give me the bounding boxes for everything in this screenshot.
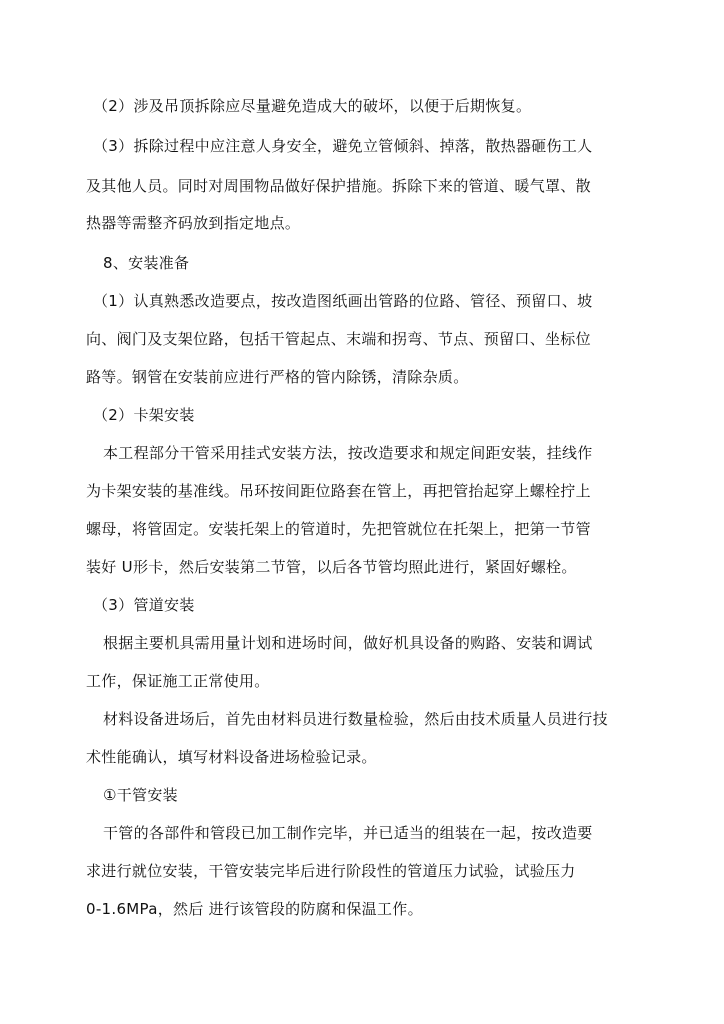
text-line: 干管的各部件和管段已加工制作完毕，并已适当的组装在一起，按改造要 <box>103 824 593 842</box>
text-line: 术性能确认，填写材料设备进场检验记录。 <box>86 748 377 766</box>
text-line: （3）拆除过程中应注意人身安全，避免立管倾斜、掉落，散热器砸伤工人 <box>93 137 593 155</box>
text-line: 0-1.6MPa，然后 进行该管段的防腐和保温工作。 <box>86 900 423 918</box>
text-line: 为卡架安装的基准线。吊环按间距位路套在管上，再把管抬起穿上螺栓拧上 <box>86 482 591 500</box>
text-line: （2）涉及吊顶拆除应尽量避免造成大的破坏，以便于后期恢复。 <box>93 97 532 115</box>
text-line: 路等。钢管在安装前应进行严格的管内除锈，清除杂质。 <box>86 368 469 386</box>
text-line: 及其他人员。同时对周围物品做好保护措施。拆除下来的管道、暖气罩、散 <box>86 177 591 195</box>
text-line: 螺母，将管固定。安装托架上的管道时，先把管就位在托架上，把第一节管 <box>86 520 591 538</box>
text-line: 材料设备进场后，首先由材料员进行数量检验，然后由技术质量人员进行技 <box>103 710 608 728</box>
text-line: 热器等需整齐码放到指定地点。 <box>86 214 301 232</box>
text-line: 向、阀门及支架位路，包括干管起点、末端和拐弯、节点、预留口、坐标位 <box>86 330 591 348</box>
text-line: 根据主要机具需用量计划和进场时间，做好机具设备的购路、安装和调试 <box>103 634 593 652</box>
text-line: 装好 U形卡，然后安装第二节管，以后各节管均照此进行，紧固好螺栓。 <box>86 558 577 576</box>
text-line: （1）认真熟悉改造要点，按改造图纸画出管路的位路、管径、预留口、坡 <box>93 292 593 310</box>
section-heading: 8、安装准备 <box>103 254 190 272</box>
subsection-heading: ①干管安装 <box>103 786 178 804</box>
text-line: 本工程部分干管采用挂式安装方法，按改造要求和规定间距安装，挂线作 <box>103 444 593 462</box>
subsection-heading: （2）卡架安装 <box>93 406 195 424</box>
text-line: 工作，保证施工正常使用。 <box>86 672 270 690</box>
subsection-heading: （3）管道安装 <box>93 596 195 614</box>
text-line: 求进行就位安装，干管安装完毕后进行阶段性的管道压力试验，试验压力 <box>86 862 576 880</box>
